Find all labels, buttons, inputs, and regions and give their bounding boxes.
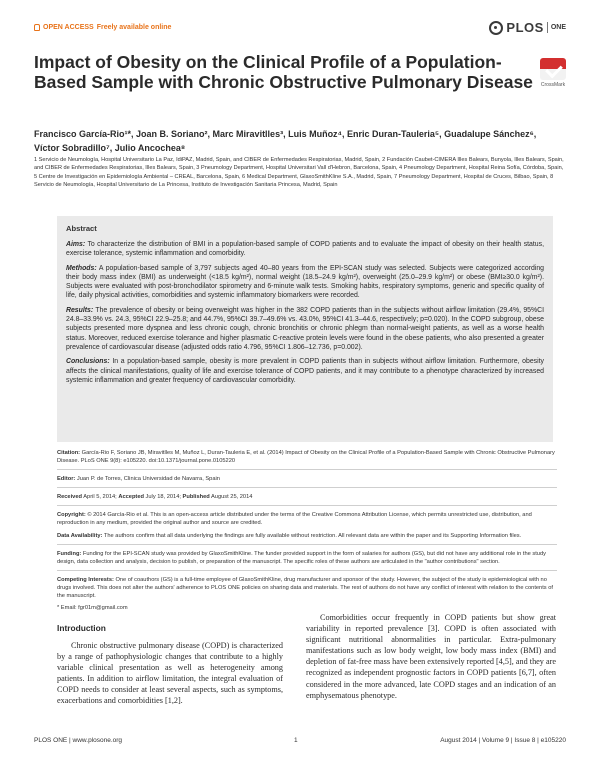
article-title: Impact of Obesity on the Clinical Profile of a Population-Based Sample with Chronic Obstructive Pulmonary Disease (34, 52, 533, 92)
open-lock-icon (34, 24, 40, 31)
abstract-box (57, 216, 553, 442)
abstract-aims (66, 240, 544, 259)
published-label: Published (182, 494, 210, 501)
introduction-heading: Introduction (57, 623, 106, 633)
accepted-label: Accepted (118, 494, 144, 501)
header-bar (34, 20, 566, 38)
divider (57, 544, 557, 545)
crossmark-icon (540, 58, 566, 80)
results-label: Results: (66, 306, 94, 314)
accepted-date: July 18, 2014; (143, 494, 183, 501)
crossmark-label: CrossMark (540, 82, 566, 88)
copyright (57, 511, 557, 527)
funding-text: Funding for the EPI-SCAN study was provided by GlaxoSmithKline. The funder provided support in the form of salaries for authors (GS), but did not have any additional role in the study design, data collection and analysis, decision to publish, or preparation of the manuscript. The specific roles of these authors are articulated in the "author contributions" section. (57, 550, 546, 565)
abstract-results (66, 306, 544, 352)
copyright-label: Copyright: (57, 512, 86, 519)
citation-text: García-Rio F, Soriano JB, Miravitlles M, Muñoz L, Duran-Tauleria E, et al. (2014) Impact of Obesity on the Clinical Profile of a Population-Based Sample with Chronic Obstructive Pulmonary Disease. PLoS ONE 9(8): e105220. doi:10.1371/journal.pone.0105220 (57, 450, 555, 465)
open-access-badge (34, 24, 171, 31)
data-availability-text: The authors confirm that all data underlying the findings are fully available without restriction. All relevant data are within the paper and its Supporting Information files. (102, 532, 522, 539)
competing-interests-label: Competing Interests: (57, 576, 114, 583)
open-access-label: OPEN ACCESS (43, 24, 94, 31)
published-date: August 25, 2014 (209, 494, 253, 501)
dates (57, 493, 557, 501)
abstract-methods (66, 264, 544, 301)
page-number: 1 (294, 737, 298, 744)
funding (57, 550, 557, 566)
introduction-column-1: Chronic obstructive pulmonary disease (COPD) is characterized by a range of pathophysiologic changes that contribute to a highly variable clinical presentation as well as heterogeneity among patients. In addition to airflow limitation, the integral evaluation of COPD needs to consider at least several aspects, such as symptoms, exacerbations and comorbidities [1,2]. (57, 641, 283, 706)
plos-one-label: ONE (550, 24, 566, 31)
funding-label: Funding: (57, 550, 82, 557)
abstract-heading: Abstract (66, 224, 97, 233)
aims-text: To characterize the distribution of BMI in a population-based sample of COPD patients and to evaluate the impact of obesity on their health status, exercise tolerance, systemic inflammation and comorbidity. (66, 241, 544, 258)
divider (57, 570, 557, 571)
journal-logo[interactable] (489, 20, 566, 35)
conclusions-text: In a population-based sample, obesity is more prevalent in COPD patients than in subjects without airflow limitation. Furthermore, obesity affects the clinical manifestations, quality of life and exercise tolerance of COPD patients, and it may contribute to a phenotype characterized by increased systemic inflammation and greater frequency of cardiovascular comorbidity. (66, 358, 544, 384)
editor-label: Editor: (57, 476, 76, 483)
citation (57, 449, 557, 465)
plos-wordmark: PLOS (506, 20, 544, 35)
results-text: The prevalence of obesity or being overweight was higher in the 382 COPD patients than in the subjects without airflow limitation (29.4%, 95%CI 24.8–33.9% vs. 24.3, 95%CI 22.9–25.8; and 44.7%, 95%CI 39.7–49.6% vs. 43.0%, 95%CI 41.3–44.6, respectively; p=0.020). In the COPD subgroup, obese subjects presented more dyspnea and less chronic cough, chronic bronchitis or chronic phlegm than normal-weight patients, as well as a worse health status. Moreover, reduced exercise tolerance and higher plasmatic C-reactive protein levels were found in the obese patients, who also presented a greater prevalence of cardiovascular disease (adjusted odds ratio 4.796, 95%CI 1.806–12.736, p=0.002). (66, 306, 544, 351)
conclusions-label: Conclusions: (66, 358, 110, 366)
plos-logo-icon (489, 21, 503, 35)
received-label: Received (57, 494, 82, 501)
methods-text: A population-based sample of 3,797 subjects aged 40–80 years from the EPI-SCAN study was selected. Subjects were categorized according their body mass index (BMI) as underweight (<18.5 kg/m²), normal weight (18.5–24.9 kg/m²), overweight (25.0–29.9 kg/m²) or obese (BMI≥30.0 kg/m²). Subjects were evaluated with post-bronchodilator spirometry and 6-minute walk tests. Smoking habits, respiratory symptoms, generic and specific quality of life, daily physical activities, comorbidities and systemic inflammatory biomarkers were recorded. (66, 264, 544, 300)
data-availability-label: Data Availability: (57, 532, 103, 539)
competing-interests (57, 576, 557, 600)
footer-journal[interactable]: PLOS ONE | www.plosone.org (34, 737, 123, 744)
copyright-text: © 2014 García-Rio et al. This is an open-access article distributed under the terms of the Creative Commons Attribution License, which permits unrestricted use, distribution, and reproduction in any medium, provided the original author and source are credited. (57, 512, 532, 527)
author-list: Francisco García-Rio¹*, Joan B. Soriano², Marc Miravitlles³, Luis Muñoz⁴, Enric Duran-Tauleria⁵, Guadalupe Sánchez⁶, Víctor Sobradillo⁷, Julio Ancochea⁸ (34, 129, 537, 153)
abstract-conclusions (66, 357, 544, 385)
data-availability (57, 532, 557, 540)
methods-label: Methods: (66, 264, 97, 272)
citation-label: Citation: (57, 450, 81, 456)
introduction-column-2: Comorbidities occur frequently in COPD patients but show great variability in reported prevalence [3]. COPD is often associated with significant nutritional abnormalities in particular. Extra-pulmonary manifestations such as low body weight, low body mass index (BMI) and depletion of fat-free mass have been extensively reported [4,5], and they are recognized as independent prognostic factors in COPD patients [6,7], often considered in the more advanced, late COPD stages and an indication of an emphysematous phenotype. (306, 613, 556, 700)
freely-available-label: Freely available online (96, 24, 172, 31)
aims-label: Aims: (66, 241, 86, 248)
divider (57, 487, 557, 488)
competing-interests-text: One of coauthors (GS) is a full-time employee of GlaxoSmithKline, drug manufacturer and sponsor of the study. However, the subject of the study is epidemiological with no drugs involved. This does not alter the authors' adherence to PLOS ONE policies on sharing data and materials. The rest of authors do not have any conflict of interest with relation to the contents of the manuscript. (57, 576, 553, 600)
logo-divider (547, 22, 548, 33)
editor (57, 475, 557, 483)
article-metadata (57, 449, 557, 616)
received-date: April 5, 2014; (81, 494, 119, 501)
divider (57, 469, 557, 470)
divider (57, 505, 557, 506)
affiliations: 1 Servicio de Neumología, Hospital Universitario La Paz, IdiPAZ, Madrid, Spain, and CIBER de Enfermedades Respiratorias, Madrid, Spain, 2 Fundación Caubet-CIMERA Illes Balears, Bunyola, Illes Balears, Spain, and CIBER de Enfermedades Respiratorias, Illes Balears, Spain, 3 Pneumology Department, Hospital Universitari Vall d'Hebron, Barcelona, Spain, 4 Pneumology Department, Hospital Reina Sofía, Córdoba, Spain, 5 Centre de Investigación en Epidemiología Ambiental – CREAL, Barcelona, Spain, 6 Medical Department, GlaxoSmithKline S.A., Madrid, Spain, 7 Pneumology Department, Hospital de Cruces, Bilbao, Spain, 8 Servicio de Neumología, Hospital Universitario de La Princesa, Instituto de Investigación Sanitaria Princesa, Madrid, Spain (34, 157, 564, 189)
editor-text: Juan P. de Torres, Clinica Universidad de Navarra, Spain (75, 476, 220, 483)
footer-issue: August 2014 | Volume 9 | Issue 8 | e105220 (440, 737, 566, 744)
crossmark-badge[interactable] (538, 58, 568, 88)
email[interactable]: * Email: fgr01m@gmail.com (57, 605, 128, 612)
page-footer (34, 735, 566, 747)
